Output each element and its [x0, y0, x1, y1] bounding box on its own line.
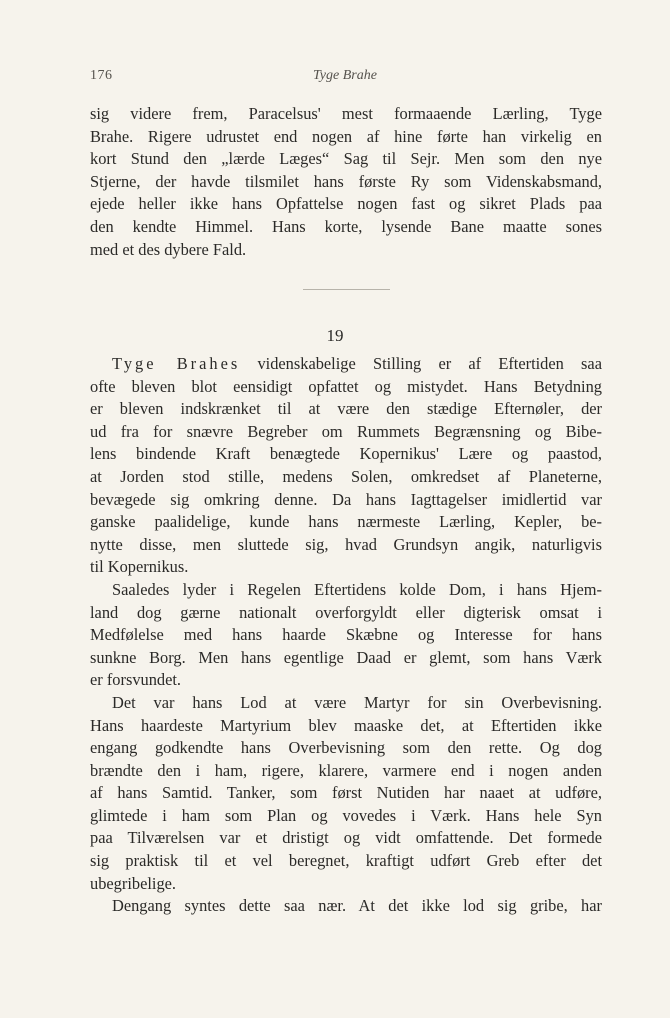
- text-line: land dog gærne nationalt overforgyldt eller digterisk omsat i: [90, 602, 602, 622]
- text-line: sig videre frem, Paracelsus' mest formaaende Lærling, Tyge: [90, 104, 602, 123]
- text-line: ubegribelige.: [90, 873, 177, 893]
- spaced-name: Tyge Brahes: [112, 354, 241, 373]
- section-body: [90, 353, 602, 918]
- text-line: Medfølelse med hans haarde Skæbne og Interesse for hans: [90, 625, 602, 645]
- section-divider: [303, 289, 390, 290]
- text-line: paa Tilværelsen var et dristigt og vidt omfattende. Det formede: [90, 828, 602, 848]
- section-number: 19: [326, 326, 344, 345]
- text-line: Stjerne, der havde tilsmilet hans første Ry som Videnskabsmand,: [90, 171, 602, 191]
- text-line: Det var hans Lod at være Martyr for sin Overbevisning.: [112, 692, 602, 712]
- text-line: brændte den i ham, rigere, klarere, varmere end i nogen anden: [90, 760, 602, 780]
- text-line: ejede heller ikke hans Opfattelse nogen fast og sikret Plads paa: [90, 194, 602, 214]
- page-number: 176: [90, 68, 113, 83]
- text-line: at Jorden stod stille, medens Solen, omkredset af Planeterne,: [90, 466, 602, 486]
- text-line: Dengang syntes dette saa nær. At det ikke lod sig gribe, har: [112, 896, 602, 916]
- paragraph-continued: [90, 103, 602, 261]
- text-line: af hans Samtid. Tanker, som først Nutiden har naaet at udføre,: [90, 783, 602, 803]
- text-line: nytte disse, men sluttede sig, hvad Grundsyn angik, naturligvis: [90, 534, 602, 554]
- text-line: Brahe. Rigere udrustet end nogen af hine førte han virkelig en: [90, 126, 602, 146]
- text-line-first: [90, 353, 602, 376]
- text-line: ud fra for snævre Begreber om Rummets Begrænsning og Bibe-: [90, 421, 602, 441]
- running-head: [90, 68, 600, 92]
- running-title: Tyge Brahe: [313, 68, 377, 83]
- text-line: ofte bleven blot eensidigt opfattet og mistydet. Hans Betydning: [90, 376, 602, 396]
- text-line: den kendte Himmel. Hans korte, lysende Bane maatte sones: [90, 216, 602, 236]
- text-line: er bleven indskrænket til at være den stædige Efternøler, der: [90, 399, 602, 419]
- text-line: glimtede i ham som Plan og vovedes i Værk. Hans hele Syn: [90, 805, 602, 825]
- text-line: bevægede sig omkring denne. Da hans Iagttagelser imidlertid var: [90, 489, 602, 509]
- text-line: Saaledes lyder i Regelen Eftertidens kolde Dom, i hans Hjem-: [112, 579, 602, 599]
- text-run: videnskabelige Stilling er af Eftertiden saa: [240, 354, 602, 373]
- text-line: Hans haardeste Martyrium blev maaske det, at Eftertiden ikke: [90, 715, 602, 735]
- text-line: lens bindende Kraft benægtede Kopernikus' Lære og paastod,: [90, 444, 602, 464]
- text-line: sunkne Borg. Men hans egentlige Daad er glemt, som hans Værk: [90, 647, 602, 667]
- text-line: kort Stund den „lærde Læges“ Sag til Sejr. Men som den nye: [90, 149, 602, 169]
- text-line: er forsvundet.: [90, 670, 182, 690]
- text-line: ganske paalidelige, kunde hans nærmeste Lærling, Kepler, be-: [90, 512, 602, 532]
- text-line: sig praktisk til et vel beregnet, kraftigt udført Greb efter det: [90, 851, 602, 871]
- text-line: med et des dybere Fald.: [90, 239, 247, 259]
- text-line: til Kopernikus.: [90, 557, 189, 577]
- text-line: engang godkendte hans Overbevisning som den rette. Og dog: [90, 738, 602, 758]
